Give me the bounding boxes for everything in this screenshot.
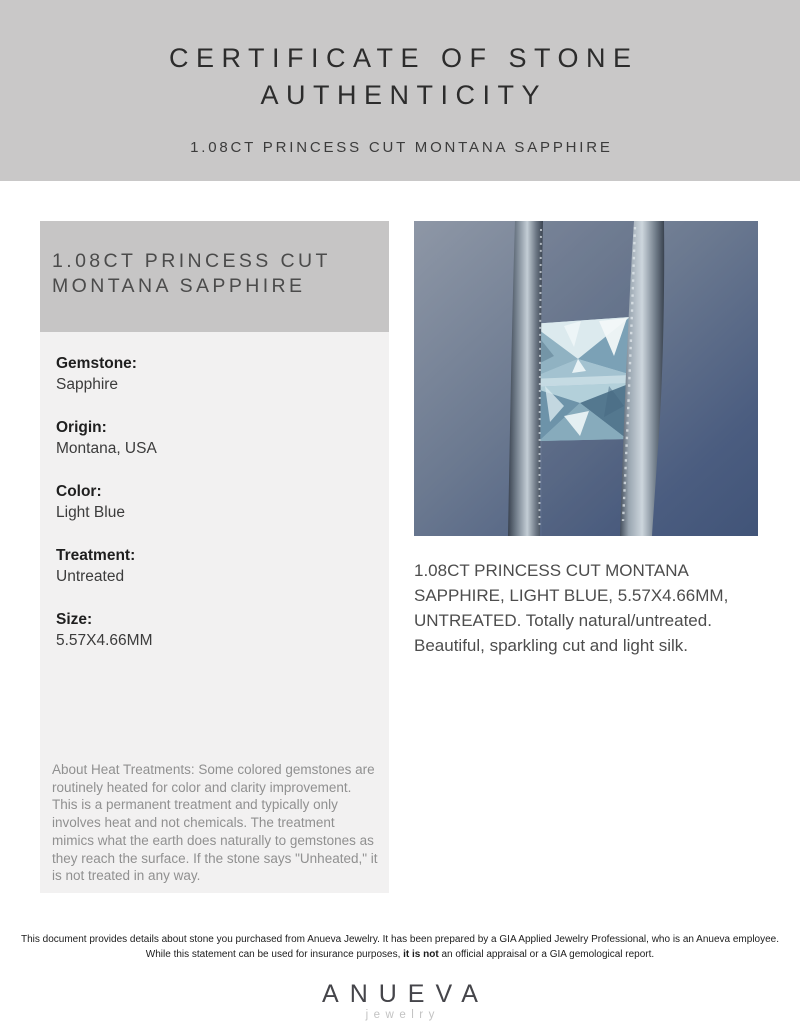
field-origin-value: Montana, USA	[56, 440, 157, 457]
stone-card-title-line2: MONTANA SAPPHIRE	[52, 275, 306, 297]
page-subtitle: 1.08CT PRINCESS CUT MONTANA SAPPHIRE	[190, 139, 613, 156]
field-color	[56, 481, 371, 523]
disclaimer-line2-prefix: While this statement can be used for insurance purposes,	[145, 948, 404, 960]
footer-disclaimer	[0, 933, 800, 962]
stone-card-title	[40, 221, 389, 332]
gem-photo-illustration	[414, 221, 758, 536]
stone-details-card	[40, 221, 389, 893]
stone-description: 1.08CT PRINCESS CUT MONTANA SAPPHIRE, LIGHT BLUE, 5.57X4.66MM, UNTREATED. Totally natural/untreated. Beautiful, sparkling cut and light silk.	[414, 561, 729, 655]
disclaimer-line1: This document provides details about stone you purchased from Anueva Jewelry. It has been prepared by a GIA Applied Jewelry Professional, who is an Anueva employee.	[20, 934, 780, 945]
brand-logo	[0, 981, 800, 1022]
field-gemstone	[56, 353, 371, 395]
brand-logo-name: ANUEVA	[322, 980, 489, 1008]
field-size	[56, 609, 371, 651]
field-treatment-value: Untreated	[56, 568, 125, 585]
page-title-line2: AUTHENTICITY	[260, 80, 547, 110]
stone-card-title-line1: 1.08CT PRINCESS CUT	[52, 250, 331, 272]
field-size-value: 5.57X4.66MM	[56, 632, 153, 649]
disclaimer-line2-suffix: an official appraisal or a GIA gemological report.	[438, 948, 655, 960]
sapphire-stone	[529, 317, 632, 441]
field-gemstone-value: Sapphire	[56, 376, 119, 393]
field-treatment	[56, 545, 371, 587]
field-origin-label: Origin:	[56, 419, 107, 436]
field-treatment-label: Treatment:	[56, 547, 136, 564]
certificate-header	[0, 0, 800, 181]
field-color-value: Light Blue	[56, 504, 125, 521]
field-size-label: Size:	[56, 611, 93, 628]
field-origin	[56, 417, 371, 459]
page-title	[0, 40, 800, 114]
field-color-label: Color:	[56, 483, 102, 500]
page-title-line1: CERTIFICATE OF STONE	[168, 43, 639, 73]
stone-card-body	[40, 332, 389, 673]
disclaimer-line2	[0, 948, 800, 963]
disclaimer-line2-bold: it is not	[403, 948, 439, 960]
brand-logo-tagline: jewelry	[365, 1009, 440, 1021]
heat-treatment-note: About Heat Treatments: Some colored gemstones are routinely heated for color and clarity improvement. This is a permanent treatment and typically only involves heat and not chemicals. The treatment mimics what the earth does naturally to gemstones as they reach the surface. If the stone says "Unheated," it is not treated in any way.	[52, 762, 378, 884]
field-gemstone-label: Gemstone:	[56, 355, 137, 372]
gem-photo	[414, 221, 758, 536]
